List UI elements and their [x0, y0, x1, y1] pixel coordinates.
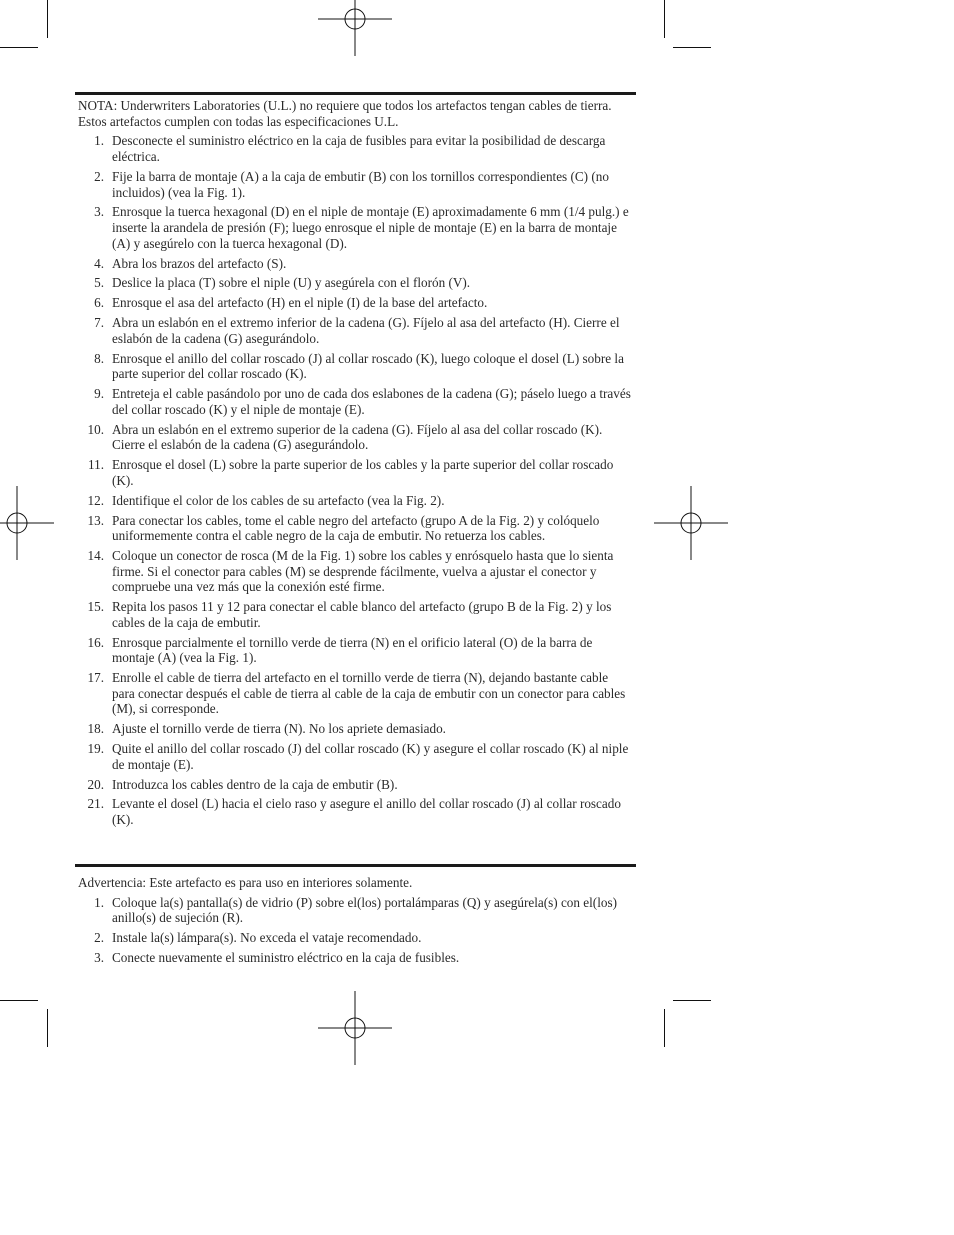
step-item [78, 351, 634, 382]
step-item [78, 457, 634, 488]
step-number: 1. [94, 133, 104, 149]
step-number: 15. [87, 599, 104, 615]
installation-steps [78, 133, 634, 827]
step-text: Coloque un conector de rosca (M de la Fig. 1) sobre los cables y enrósquelo hasta que lo sienta firme. Si el conector para cables (M) se desprende fácilmente, vuelva a ajustar el conector y compruebe una vez más que la conexión esté firme. [112, 548, 614, 595]
step-number: 16. [87, 634, 104, 650]
step-item [78, 950, 634, 966]
step-item [78, 721, 634, 737]
step-number: 18. [87, 721, 104, 737]
step-number: 4. [94, 255, 104, 271]
step-item [78, 315, 634, 346]
step-item [78, 777, 634, 793]
step-number: 6. [94, 295, 104, 311]
step-item [78, 548, 634, 595]
step-text: Quite el anillo del collar roscado (J) del collar roscado (K) y asegure el collar roscado (K) al niple de montaje (E). [112, 741, 629, 772]
step-text: Entreteja el cable pasándolo por uno de cada dos eslabones de la cadena (G); páselo luego a través del collar roscado (K) y el niple de montaje (E). [112, 386, 631, 417]
crop-mark-bottom-right-vertical [664, 1009, 665, 1047]
step-number: 8. [94, 350, 104, 366]
crop-mark-bottom-left-vertical [47, 1009, 48, 1047]
step-text: Enrolle el cable de tierra del artefacto en el tornillo verde de tierra (N), dejando bastante cable para conectar después el cable de tierra al cable de la caja de embutir con un conector para cables (M), si corresponde. [112, 670, 626, 717]
finishing-section [78, 875, 634, 966]
step-text: Introduzca los cables dentro de la caja de embutir (B). [112, 776, 398, 792]
crop-mark-top-right-vertical [664, 0, 665, 38]
step-item [78, 599, 634, 630]
step-number: 5. [94, 275, 104, 291]
step-text: Enrosque el anillo del collar roscado (J) al collar roscado (K), luego coloque el dosel (L) sobre la parte superior del collar roscado (K). [112, 350, 624, 382]
crop-mark-top-left-horizontal [0, 47, 38, 48]
step-number: 14. [87, 548, 104, 563]
step-item [78, 493, 634, 509]
step-number: 12. [87, 492, 104, 508]
section-rule-top [75, 92, 636, 95]
crop-mark-bottom-left-horizontal [0, 1000, 38, 1001]
step-text: Deslice la placa (T) sobre el niple (U) y asegúrela con el florón (V). [112, 275, 471, 291]
step-text: Conecte nuevamente el suministro eléctrico en la caja de fusibles. [112, 950, 460, 966]
step-number: 3. [94, 950, 104, 966]
step-text: Fije la barra de montaje (A) a la caja de embutir (B) con los tornillos correspondientes (C) (no incluidos) (vea la Fig. 1). [112, 168, 609, 200]
step-text: Instale la(s) lámpara(s). No exceda el vataje recomendado. [112, 930, 422, 946]
step-text: Levante el dosel (L) hacia el cielo raso y asegure el anillo del collar roscado (J) al collar roscado (K). [112, 796, 621, 827]
finishing-steps [78, 895, 634, 966]
step-item [78, 386, 634, 417]
crop-mark-top-left-vertical [47, 0, 48, 38]
step-item [78, 635, 634, 666]
step-text: Abra un eslabón en el extremo inferior de la cadena (G). Fíjelo al asa del artefacto (H). Cierre el eslabón de la cadena (G) asegurándolo. [112, 315, 620, 346]
registration-mark-left [0, 486, 54, 560]
step-text: Abra un eslabón en el extremo superior de la cadena (G). Fíjelo al asa del collar roscado (K). Cierre el eslabón de la cadena (G) asegurándolo. [112, 421, 603, 453]
step-text: Para conectar los cables, tome el cable negro del artefacto (grupo A de la Fig. 2) y colóquelo uniformemente contra el cable negro de la caja de embutir. No retuerza los cables. [112, 512, 600, 544]
step-text: Enrosque la tuerca hexagonal (D) en el niple de montaje (E) aproximadamente 6 mm (1/4 pulg.) e inserte la arandela de presión (F); luego enrosque el niple de montaje (E) en la barra de montaje (A) y asegúrelo con la tuerca hexagonal (D). [112, 204, 629, 251]
step-text: Abra los brazos del artefacto (S). [112, 255, 287, 271]
step-number: 7. [94, 315, 104, 331]
crop-mark-bottom-right-horizontal [673, 1000, 711, 1001]
registration-mark-bottom [318, 991, 392, 1065]
step-text: Identifique el color de los cables de su artefacto (vea la Fig. 2). [112, 492, 445, 508]
step-number: 2. [94, 168, 104, 184]
step-number: 21. [87, 796, 104, 812]
step-text: Desconecte el suministro eléctrico en la caja de fusibles para evitar la posibilidad de descarga eléctrica. [112, 133, 606, 165]
registration-mark-top [318, 0, 392, 56]
step-item [78, 796, 634, 827]
step-number: 19. [87, 741, 104, 757]
step-text: Coloque la(s) pantalla(s) de vidrio (P) sobre el(los) portalámparas (Q) y asegúrela(s) con el(los) anillo(s) de sujeción (R). [112, 894, 617, 926]
step-number: 11. [88, 457, 104, 473]
crop-mark-top-right-horizontal [673, 47, 711, 48]
step-number: 13. [87, 512, 104, 528]
step-item [78, 895, 634, 926]
step-item [78, 169, 634, 200]
step-text: Enrosque el asa del artefacto (H) en el niple (I) de la base del artefacto. [112, 295, 488, 311]
step-item [78, 422, 634, 453]
step-number: 17. [87, 670, 104, 686]
step-text: Enrosque parcialmente el tornillo verde de tierra (N) en el orificio lateral (O) de la barra de montaje (A) (vea la Fig. 1). [112, 634, 593, 666]
step-item [78, 275, 634, 291]
step-item [78, 256, 634, 272]
step-item [78, 204, 634, 251]
step-number: 10. [87, 421, 104, 437]
step-item [78, 133, 634, 164]
step-number: 1. [94, 894, 104, 910]
step-number: 9. [94, 386, 104, 402]
step-text: Enrosque el dosel (L) sobre la parte superior de los cables y la parte superior del collar roscado (K). [112, 457, 614, 488]
installation-section [78, 98, 634, 828]
step-text: Repita los pasos 11 y 12 para conectar el cable blanco del artefacto (grupo B de la Fig. 2) y los cables de la caja de embutir. [112, 599, 612, 630]
step-item [78, 741, 634, 772]
section-rule-middle [75, 864, 636, 867]
step-number: 3. [94, 204, 104, 220]
indoor-warning: Advertencia: Este artefacto es para uso en interiores solamente. [78, 875, 413, 890]
step-item [78, 930, 634, 946]
step-item [78, 295, 634, 311]
step-text: Ajuste el tornillo verde de tierra (N). No los apriete demasiado. [112, 721, 446, 737]
step-item [78, 513, 634, 544]
step-item [78, 670, 634, 717]
step-number: 20. [87, 776, 104, 792]
step-number: 2. [94, 930, 104, 946]
ul-note: NOTA: Underwriters Laboratories (U.L.) no requiere que todos los artefactos tengan cables de tierra. Estos artefactos cumplen con todas las especificaciones U.L. [78, 98, 612, 129]
registration-mark-right [654, 486, 728, 560]
